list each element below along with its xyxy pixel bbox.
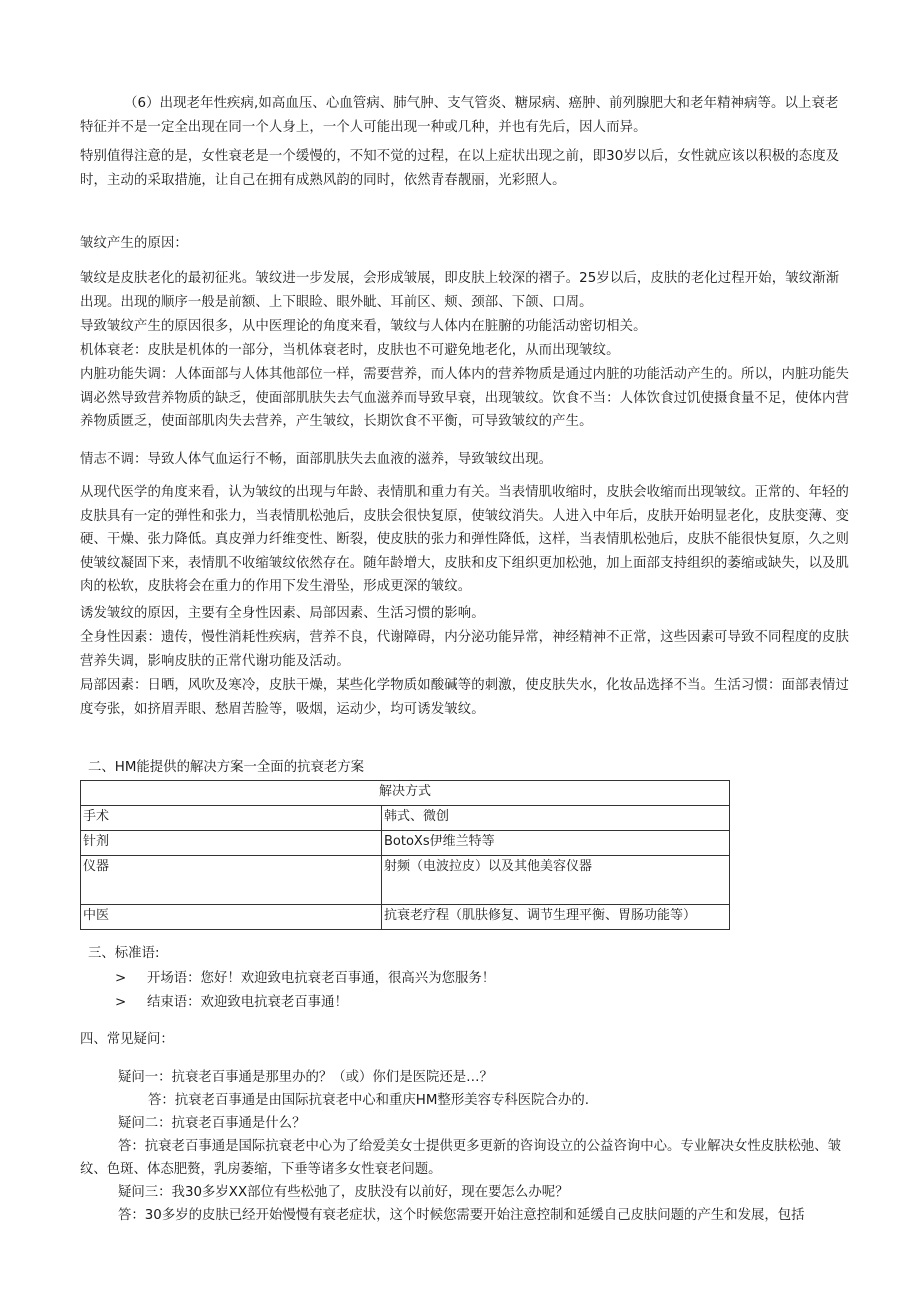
table-header-cell: 解决方式 (81, 781, 730, 806)
table-header-row (81, 781, 730, 806)
method-cell: 射频（电波拉皮）以及其他美容仪器 (382, 856, 730, 905)
table-row (81, 806, 730, 831)
table-row (81, 831, 730, 856)
bullet-marker-icon: > (115, 995, 127, 1010)
wrinkle-paragraph-6: 从现代医学的角度来看，认为皱纹的出现与年龄、表情肌和重力有关。当表情肌收缩时，皮肤会收缩而出现皱纹。正常的、年轻的皮肤具有一定的弹性和张力，当表情肌松弛后，皮肤会很快复原，使皱纹消失。人进入中年后，皮肤开始明显老化，皮肤变薄、变硬、干燥、张力降低。真皮弹力纤维变性、断裂，使皮肤的张力和弹性降低，这样，当表情肌松弛后，皮肤不能很快复原，久之则使皱纹凝固下来，表情肌不收缩皱纹依然存在。随年龄增大，皮肤和皮下组织更加松弛，加上面部支持组织的萎缩或缺失，以及肌肉的松软，皮肤将会在重力的作用下发生滑坠，形成更深的皱纹。 (80, 485, 849, 594)
women-aging-note-paragraph: 特别值得注意的是，女性衰老是一个缓慢的，不知不觉的过程，在以上症状出现之前，即30岁以后，女性就应该以积极的态度及时，主动的采取措施，让自己在拥有成熟风韵的同时，依然青春靓丽，光彩照人。 (80, 149, 840, 188)
method-cell: 韩式、微创 (382, 806, 730, 831)
question-3: 疑问三：我30多岁XX部位有些松弛了，皮肤没有以前好，现在要怎么办呢？ (118, 1185, 569, 1200)
opening-line-item (115, 969, 495, 989)
method-cell: 抗衰老疗程（肌肤修复、调节生理平衡、胃肠功能等） (382, 905, 730, 930)
wrinkle-paragraph-9: 局部因素：日晒，风吹及寒冷，皮肤干燥，某些化学物质如酸碱等的刺激，使皮肤失水，化妆品选择不当。生活习惯：面部表情过度夸张，如挤眉弄眼、愁眉苦脸等，吸烟，运动少，均可诱发皱纹。 (80, 678, 849, 717)
category-cell: 手术 (81, 806, 382, 831)
table-row (81, 905, 730, 930)
table-row (81, 856, 730, 905)
wrinkle-paragraph-3: 机体衰老：皮肤是机体的一部分，当机体衰老时，皮肤也不可避免地老化，从而出现皱纹。 (80, 343, 620, 358)
category-cell: 中医 (81, 905, 382, 930)
category-cell: 仪器 (81, 856, 382, 905)
aging-symptoms-paragraph: （6）出现老年性疾病,如高血压、心血管病、肺气肿、支气管炎、糖尿病、癌肿、前列腺肥大和老年精神病等。以上衰老特征并不是一定全出现在同一个人身上，一个人可能出现一种或几种，并也有先后，因人而异。 (80, 96, 839, 135)
opening-line-text: 开场语：您好！欢迎致电抗衰老百事通，很高兴为您服务！ (147, 971, 496, 986)
closing-line-text: 结束语：欢迎致电抗衰老百事通！ (147, 995, 348, 1010)
wrinkle-paragraph-8: 全身性因素：遗传，慢性消耗性疾病，营养不良，代谢障碍，内分泌功能异常，神经精神不正常，这些因素可导致不同程度的皮肤营养失调，影响皮肤的正常代谢功能及活动。 (80, 630, 849, 669)
question-2: 疑问二：抗衰老百事通是什么？ (118, 1116, 306, 1131)
wrinkle-paragraph-7: 诱发皱纹的原因，主要有全身性因素、局部因素、生活习惯的影响。 (80, 606, 485, 621)
wrinkle-paragraph-2: 导致皱纹产生的原因很多，从中医理论的角度来看，皱纹与人体内在脏腑的功能活动密切相关。 (80, 319, 647, 334)
wrinkle-causes-heading: 皱纹产生的原因： (80, 236, 188, 251)
wrinkle-paragraph-1: 皱纹是皮肤老化的最初征兆。皱纹进一步发展，会形成皱展，即皮肤上较深的褶子。25岁以后，皮肤的老化过程开始，皱纹渐渐出现。出现的顺序一般是前额、上下眼睑、眼外眦、耳前区、颊、颈部、下颌、口周。 (80, 271, 840, 310)
closing-line-item (115, 993, 348, 1013)
section-2-title: 二、HM能提供的解决方案一全面的抗衰老方案 (88, 760, 365, 775)
question-1: 疑问一：抗衰老百事通是那里办的？（或）你们是医院还是…？ (118, 1070, 493, 1085)
wrinkle-paragraph-4: 内脏功能失调：人体面部与人体其他部位一样，需要营养，而人体内的营养物质是通过内脏的功能活动产生的。所以，内脏功能失调必然导致营养物质的缺乏，使面部肌肤失去气血滋养而导致早衰，出现皱纹。饮食不当：人体饮食过饥使摄食量不足，使体内营养物质匮乏，使面部肌肉失去营养，产生皱纹，长期饮食不平衡，可导致皱纹的产生。 (80, 367, 849, 429)
section-4-title: 四、常见疑问： (80, 1032, 174, 1047)
wrinkle-paragraph-5: 情志不调：导致人体气血运行不畅，面部肌肤失去血液的滋养，导致皱纹出现。 (80, 452, 553, 467)
solutions-table (80, 780, 730, 930)
answer-1: 答：抗衰老百事通是由国际抗衰老中心和重庆HM整形美容专科医院合办的. (148, 1093, 589, 1108)
method-cell: BotoXs伊维兰特等 (382, 831, 730, 856)
answer-3: 答：30多岁的皮肤已经开始慢慢有衰老症状，这个时候您需要开始注意控制和延缓自己皮肤问题的产生和发展，包括 (118, 1208, 805, 1223)
bullet-marker-icon: > (115, 971, 127, 986)
answer-2: 答：抗衰老百事通是国际抗衰老中心为了给爱美女士提供更多更新的咨询设立的公益咨询中心。专业解决女性皮肤松弛、皱纹、色斑、体态肥赘，乳房萎缩，下垂等诸多女性衰老问题。 (80, 1139, 842, 1177)
section-3-title: 三、标准语: (88, 946, 160, 961)
category-cell: 针剂 (81, 831, 382, 856)
